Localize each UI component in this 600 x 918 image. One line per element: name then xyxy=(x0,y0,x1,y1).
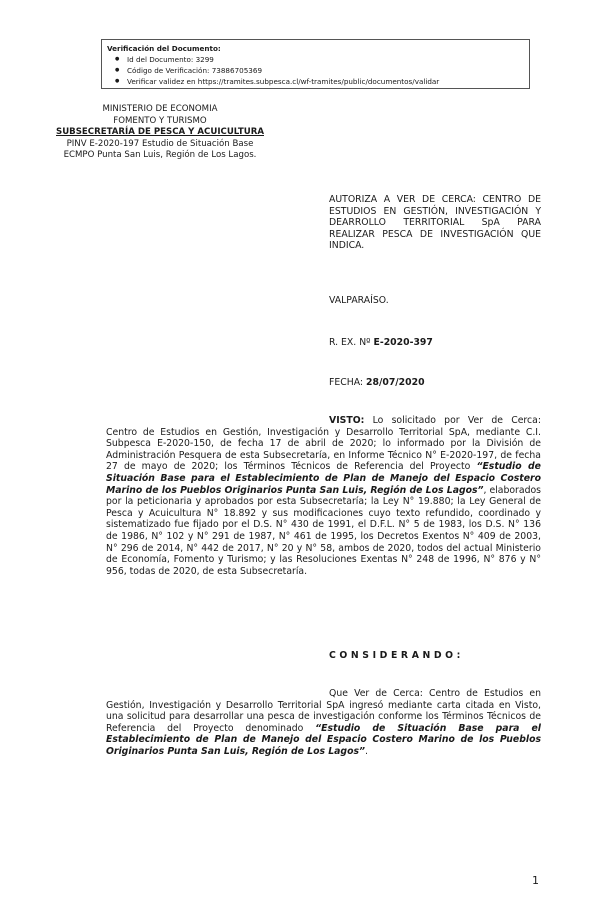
city: VALPARAÍSO. xyxy=(329,295,389,306)
verification-box xyxy=(101,39,530,89)
verification-list xyxy=(107,54,524,87)
date-value: 28/07/2020 xyxy=(366,377,425,388)
considerando-paragraph xyxy=(106,688,541,758)
visto-text-1: Lo solicitado por Ver de Cerca: Centro de Estudios en Gestión, Investigación y Desarrollo Territorial SpA, mediante C.I. Subpesca E-2020-150, de fecha 17 de abril de 2020; lo informado por la División de Administración Pesquera de esta Subsecretaría, en Informe Técnico N° E-2020-197, de fecha 27 de mayo de 2020; los Términos Técnicos de Referencia del Proyecto xyxy=(106,415,541,473)
page-number: 1 xyxy=(532,874,539,887)
resolution-subject: AUTORIZA A VER DE CERCA: CENTRO DE ESTUDIOS EN GESTIÓN, INVESTIGACIÓN Y DEARROLLO TERRITORIAL SpA PARA REALIZAR PESCA DE INVESTIGACIÓN QUE INDICA. xyxy=(329,194,541,252)
considerando-text: Que Ver de Cerca: Centro de Estudios en Gestión, Investigación y Desarrollo Territorial SpA ingresó mediante carta citada en Visto, una solicitud para desarrollar una pesca de investigación conforme los Términos Técnicos de Referencia del Proyecto denominado xyxy=(106,688,541,734)
resolution-label: R. EX. Nº xyxy=(329,337,371,348)
date-label: FECHA: xyxy=(329,377,364,388)
subsecretaria-name: SUBSECRETARÍA DE PESCA Y ACUICULTURA xyxy=(56,127,264,137)
verification-title: Verificación del Documento: xyxy=(107,44,221,53)
considerando-heading: CONSIDERANDO: xyxy=(329,650,465,661)
verification-link[interactable]: ● Verificar validez en https://tramites.subpesca.cl/wf-tramites/public/documentos/validar xyxy=(127,76,524,87)
resolution-number xyxy=(329,337,433,349)
reference-line-1: PINV E-2020-197 Estudio de Situación Base xyxy=(66,138,254,149)
ministry-name: MINISTERIO DE ECONOMIA xyxy=(102,104,218,114)
visto-project-title: “Estudio de Situación Base para el Establecimiento de Plan de Manejo del Espacio Costero Marino de los Pueblos Originarios Punta San Luis, Región de Los Lagos” xyxy=(106,461,541,496)
resolution-id: E-2020-397 xyxy=(373,337,433,348)
considerando-project-title: “Estudio de Situación Base para el Establecimiento de Plan de Manejo del Espacio Costero Marino de los Pueblos Originarios Punta San Luis, Región de Los Lagos” xyxy=(106,722,541,757)
ministry-name-2: FOMENTO Y TURISMO xyxy=(113,115,207,126)
considerando-end: . xyxy=(365,745,368,757)
verification-id: ● Id del Documento: 3299 xyxy=(127,54,524,65)
resolution-date xyxy=(329,377,425,389)
visto-label: VISTO: xyxy=(329,415,365,426)
verification-code: ● Código de Verificación: 73886705369 xyxy=(127,65,524,76)
letterhead xyxy=(30,104,290,162)
visto-text-2: , elaborados por la peticionaria y aprobados por esta Subsecretaría; la Ley N° 19.880; la Ley General de Pesca y Acuicultura N° 18.892 y sus modificaciones cuyo texto refundido, coordinado y sistematizado fue fijado por el D.S. N° 430 de 1991, el D.F.L. N° 5 de 1983, los D.S. N° 136 de 1986, N° 102 y N° 291 de 1987, N° 461 de 1995, los Decretos Exentos N° 409 de 2003, N° 296 de 2014, N° 442 de 2017, N° 20 y N° 58, ambos de 2020, todos del actual Ministerio de Economía, Fomento y Turismo; y las Resoluciones Exentas N° 248 de 1996, N° 876 y N° 956, todas de 2020, de esta Subsecretaría. xyxy=(106,484,542,577)
reference-line-2: ECMPO Punta San Luis, Región de Los Lagos. xyxy=(63,150,257,160)
visto-paragraph xyxy=(106,415,541,577)
